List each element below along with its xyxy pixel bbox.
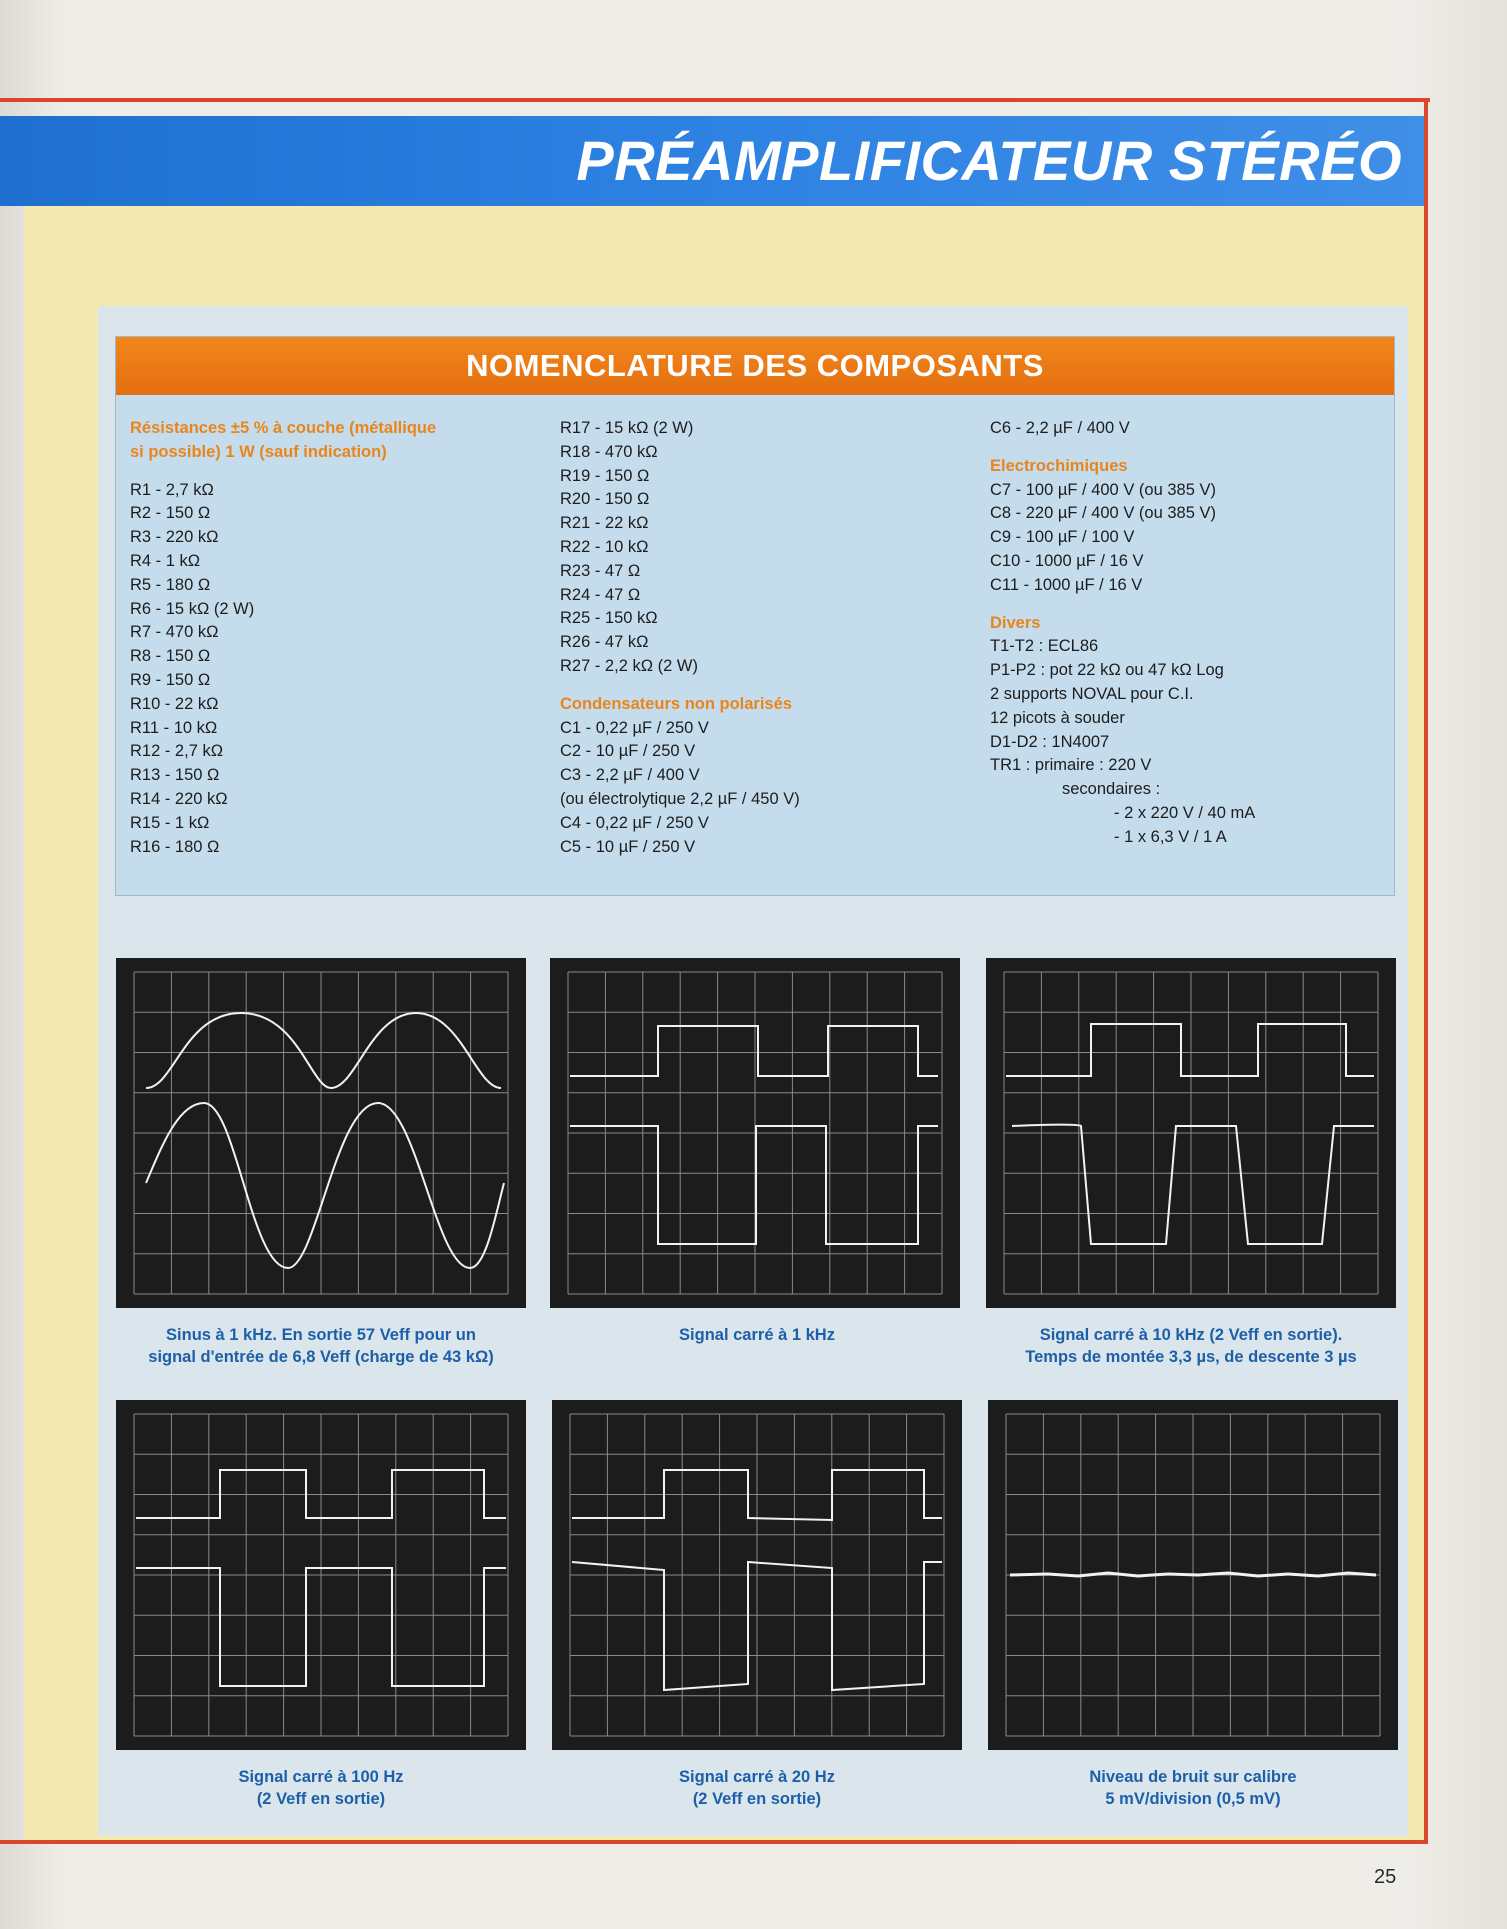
oscillogram-image (986, 958, 1396, 1308)
misc-heading: Divers (990, 613, 1041, 632)
component-item: C1 - 0,22 µF / 250 V (560, 718, 709, 737)
resistances-heading-line-2: si possible) 1 W (sauf indication) (130, 442, 387, 461)
component-item: C3 - 2,2 µF / 400 V (560, 766, 700, 785)
component-item: R11 - 10 kΩ (130, 718, 218, 737)
component-item: R5 - 180 Ω (130, 575, 211, 594)
component-item: R20 - 150 Ω (560, 490, 650, 509)
component-item: R10 - 22 kΩ (130, 694, 219, 713)
oscillogram-caption: Signal carré à 1 kHz (679, 1326, 835, 1344)
nomenclature-header: NOMENCLATURE DES COMPOSANTS (116, 337, 1394, 395)
nomenclature-column-1 (130, 417, 550, 859)
oscillogram-image (552, 1400, 962, 1750)
component-item: R1 - 2,7 kΩ (130, 480, 214, 499)
oscillogram-square-1khz (550, 958, 960, 1308)
component-item: R22 - 10 kΩ (560, 537, 649, 556)
oscillogram-caption: Niveau de bruit sur calibre 5 mV/division (0,5 mV) (1089, 1768, 1297, 1808)
component-item: C6 - 2,2 µF / 400 V (990, 419, 1130, 437)
component-item: R12 - 2,7 kΩ (130, 742, 224, 761)
right-rule (1424, 98, 1428, 1843)
component-item: C4 - 0,22 µF / 250 V (560, 813, 709, 832)
component-item: R19 - 150 Ω (560, 466, 650, 485)
nomenclature-column-3 (990, 417, 1390, 850)
oscillogram-image (988, 1400, 1398, 1750)
component-item: C2 - 10 µF / 250 V (560, 742, 696, 761)
oscillogram-image (116, 958, 526, 1308)
component-item: secondaires : (1062, 780, 1161, 799)
nomenclature-box (115, 336, 1395, 896)
oscillogram-sine-1khz (116, 958, 526, 1308)
oscillogram-square-20hz (552, 1400, 962, 1750)
component-item: C9 - 100 µF / 100 V (990, 528, 1135, 547)
component-item: C11 - 1000 µF / 16 V (990, 575, 1143, 594)
component-item: R23 - 47 Ω (560, 561, 641, 580)
component-item: - 2 x 220 V / 40 mA (1114, 803, 1256, 822)
component-item: C5 - 10 µF / 250 V (560, 837, 696, 856)
component-item: R18 - 470 kΩ (560, 442, 658, 461)
component-item: R21 - 22 kΩ (560, 514, 649, 533)
top-rule (0, 98, 1430, 102)
component-item: P1-P2 : pot 22 kΩ ou 47 kΩ Log (990, 661, 1224, 680)
component-item: R25 - 150 kΩ (560, 609, 658, 628)
component-item: C10 - 1000 µF / 16 V (990, 551, 1144, 570)
component-item: R8 - 150 Ω (130, 647, 211, 666)
component-item: R4 - 1 kΩ (130, 551, 201, 570)
component-item: 12 picots à souder (990, 708, 1125, 727)
component-item: R2 - 150 Ω (130, 504, 211, 523)
component-item: R7 - 470 kΩ (130, 623, 219, 642)
component-item: TR1 : primaire : 220 V (990, 756, 1152, 775)
component-item: C7 - 100 µF / 400 V (ou 385 V) (990, 480, 1216, 499)
component-item: R6 - 15 kΩ (2 W) (130, 599, 255, 618)
oscillogram-caption: Sinus à 1 kHz. En sortie 57 Veff pour un signal d'entrée de 6,8 Veff (charge de 43 kΩ) (148, 1326, 494, 1366)
component-item: 2 supports NOVAL pour C.I. (990, 684, 1194, 703)
component-item: R17 - 15 kΩ (2 W) (560, 419, 694, 437)
electrolytic-heading: Electrochimiques (990, 456, 1128, 475)
component-item: R26 - 47 kΩ (560, 633, 649, 652)
component-item: D1-D2 : 1N4007 (990, 732, 1110, 751)
component-item: T1-T2 : ECL86 (990, 637, 1099, 656)
component-item: R27 - 2,2 kΩ (2 W) (560, 656, 698, 675)
resistances-heading-line-1: Résistances ±5 % à couche (métallique (130, 419, 437, 437)
bottom-rule (0, 1840, 1428, 1844)
component-item: R15 - 1 kΩ (130, 813, 210, 832)
oscillogram-noise (988, 1400, 1398, 1750)
component-item: - 1 x 6,3 V / 1 A (1114, 827, 1227, 846)
component-item: R13 - 150 Ω (130, 766, 220, 785)
component-item: R9 - 150 Ω (130, 670, 211, 689)
component-item: C8 - 220 µF / 400 V (ou 385 V) (990, 504, 1216, 523)
oscillogram-image (116, 1400, 526, 1750)
page-title: PRÉAMPLIFICATEUR STÉRÉO (576, 129, 1402, 192)
oscillogram-square-10khz (986, 958, 1396, 1308)
component-item: R24 - 47 Ω (560, 585, 641, 604)
component-item: (ou électrolytique 2,2 µF / 450 V) (560, 789, 800, 808)
oscillogram-caption: Signal carré à 10 kHz (2 Veff en sortie). Temps de montée 3,3 µs, de descente 3 µs (1025, 1326, 1357, 1366)
oscillogram-caption: Signal carré à 20 Hz (2 Veff en sortie) (679, 1768, 835, 1808)
component-item: R3 - 220 kΩ (130, 528, 219, 547)
title-band (0, 116, 1424, 206)
capacitors-heading: Condensateurs non polarisés (560, 694, 792, 713)
oscillogram-square-100hz (116, 1400, 526, 1750)
page-number: 25 (1374, 1866, 1397, 1888)
nomenclature-column-2 (560, 417, 960, 859)
oscillogram-image (550, 958, 960, 1308)
component-item: R16 - 180 Ω (130, 837, 220, 856)
oscillogram-caption: Signal carré à 100 Hz (2 Veff en sortie) (238, 1768, 404, 1808)
component-item: R14 - 220 kΩ (130, 789, 228, 808)
